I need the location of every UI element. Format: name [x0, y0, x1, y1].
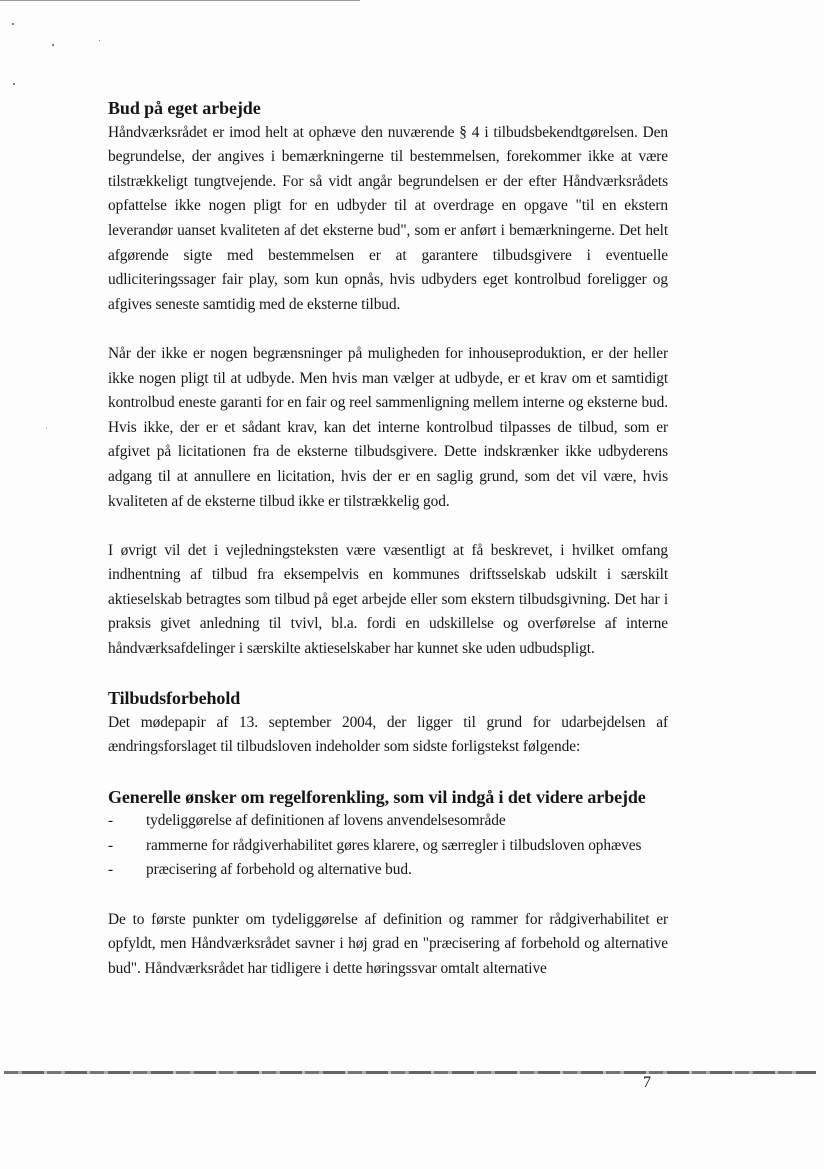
- paragraph: Når der ikke er nogen begrænsninger på muligheden for inhouseproduktion, er der heller ikke nogen pligt til at udbyde. Men hvis man vælger at udbyde, er et krav om et samtidigt kontrolbud eneste garanti for en fair og reel sammenligning mellem interne og eksterne bud. Hvis ikke, der er et sådant krav, kan det interne kontrolbud tilpasses de tilbud, som er afgivet på licitationen fra de eksterne tilbudsgivere. Dette indskrænker ikke udbyderens adgang til at annullere en licitation, hvis der er en saglig grund, som det vil være, hvis kvaliteten af de eksterne tilbud ikke er tilstrækkelig god.: [108, 344, 668, 510]
- section-heading-regelforenkling: Generelle ønsker om regelforenkling, som vil indgå i det videre arbejde: [108, 786, 646, 807]
- scan-speck: [13, 83, 15, 85]
- paragraph: I øvrigt vil det i vejledningsteksten være væsentligt at få beskrevet, i hvilket omfang indhentning af tilbud fra eksempelvis en kommunes driftsselskab udskilt i særskilt aktieselskab betragtes som tilbud på eget arbejde eller som ekstern tilbudsgivning. Det har i praksis givet anledning til tvivl, bl.a. fordi en udskillelse og overførelse af interne håndværksafdelinger i særskilte aktieselskaber har kunnet ske uden udbudspligt.: [108, 541, 668, 658]
- document-body: [108, 96, 668, 981]
- scan-edge-line: [0, 0, 360, 1]
- page-number: 7: [643, 1074, 651, 1091]
- list-item: [108, 858, 668, 883]
- list-item-text: tydeliggørelse af definitionen af lovens anvendelsesområde: [146, 812, 506, 830]
- list-item-text: rammerne for rådgiverhabilitet gøres klarere, og særregler i tilbudsloven ophæves: [146, 836, 642, 854]
- section-heading-tilbudsforbehold: Tilbudsforbehold: [108, 688, 241, 709]
- list-item: [108, 834, 668, 859]
- list-item-text: præcisering af forbehold og alternative bud.: [146, 861, 412, 879]
- footer-rule: [4, 1071, 816, 1074]
- scan-speck: [52, 44, 54, 46]
- paragraph: De to første punkter om tydeliggørelse af definition og rammer for rådgiverhabilitet er opfyldt, men Håndværksrådet savner i høj grad en "præcisering af forbehold og alternative bud". Håndværksrådet har tidligere i dette høringssvar omtalt alternative: [108, 910, 668, 977]
- paragraph: Det mødepapir af 13. september 2004, der ligger til grund for udarbejdelsen af ændringsforslaget til tilbudsloven indeholder som sidste forligstekst følgende:: [108, 713, 668, 756]
- list-item: [108, 809, 668, 834]
- scan-speck: [12, 23, 14, 25]
- dash-bullet: -: [108, 861, 114, 879]
- dash-list: [108, 809, 668, 883]
- paragraph: Håndværksrådet er imod helt at ophæve den nuværende § 4 i tilbudsbekendtgørelsen. Den begrundelse, der angives i bemærkningerne til bestemmelsen, forekommer ikke at være tilstrækkeligt tungtvejende. For så vidt angår begrundelsen er der efter Håndværksrådets opfattelse ikke nogen pligt for en udbyder til at overdrage en opgave "til en ekstern leverandør uanset kvaliteten af det eksterne bud", som er anført i bemærkningerne. Det helt afgørende sigte med bestemmelsen er at garantere tilbudsgivere i eventuelle udliciteringssager fair play, som kun opnås, hvis udbyders eget kontrolbud foreligger og afgives seneste samtidig med de eksterne tilbud.: [108, 123, 668, 313]
- section-heading-bud-paa-eget-arbejde: Bud på eget arbejde: [108, 98, 261, 118]
- scan-speck: [46, 428, 47, 429]
- dash-bullet: -: [108, 812, 114, 830]
- dash-bullet: -: [108, 836, 114, 854]
- scan-speck: [99, 40, 100, 41]
